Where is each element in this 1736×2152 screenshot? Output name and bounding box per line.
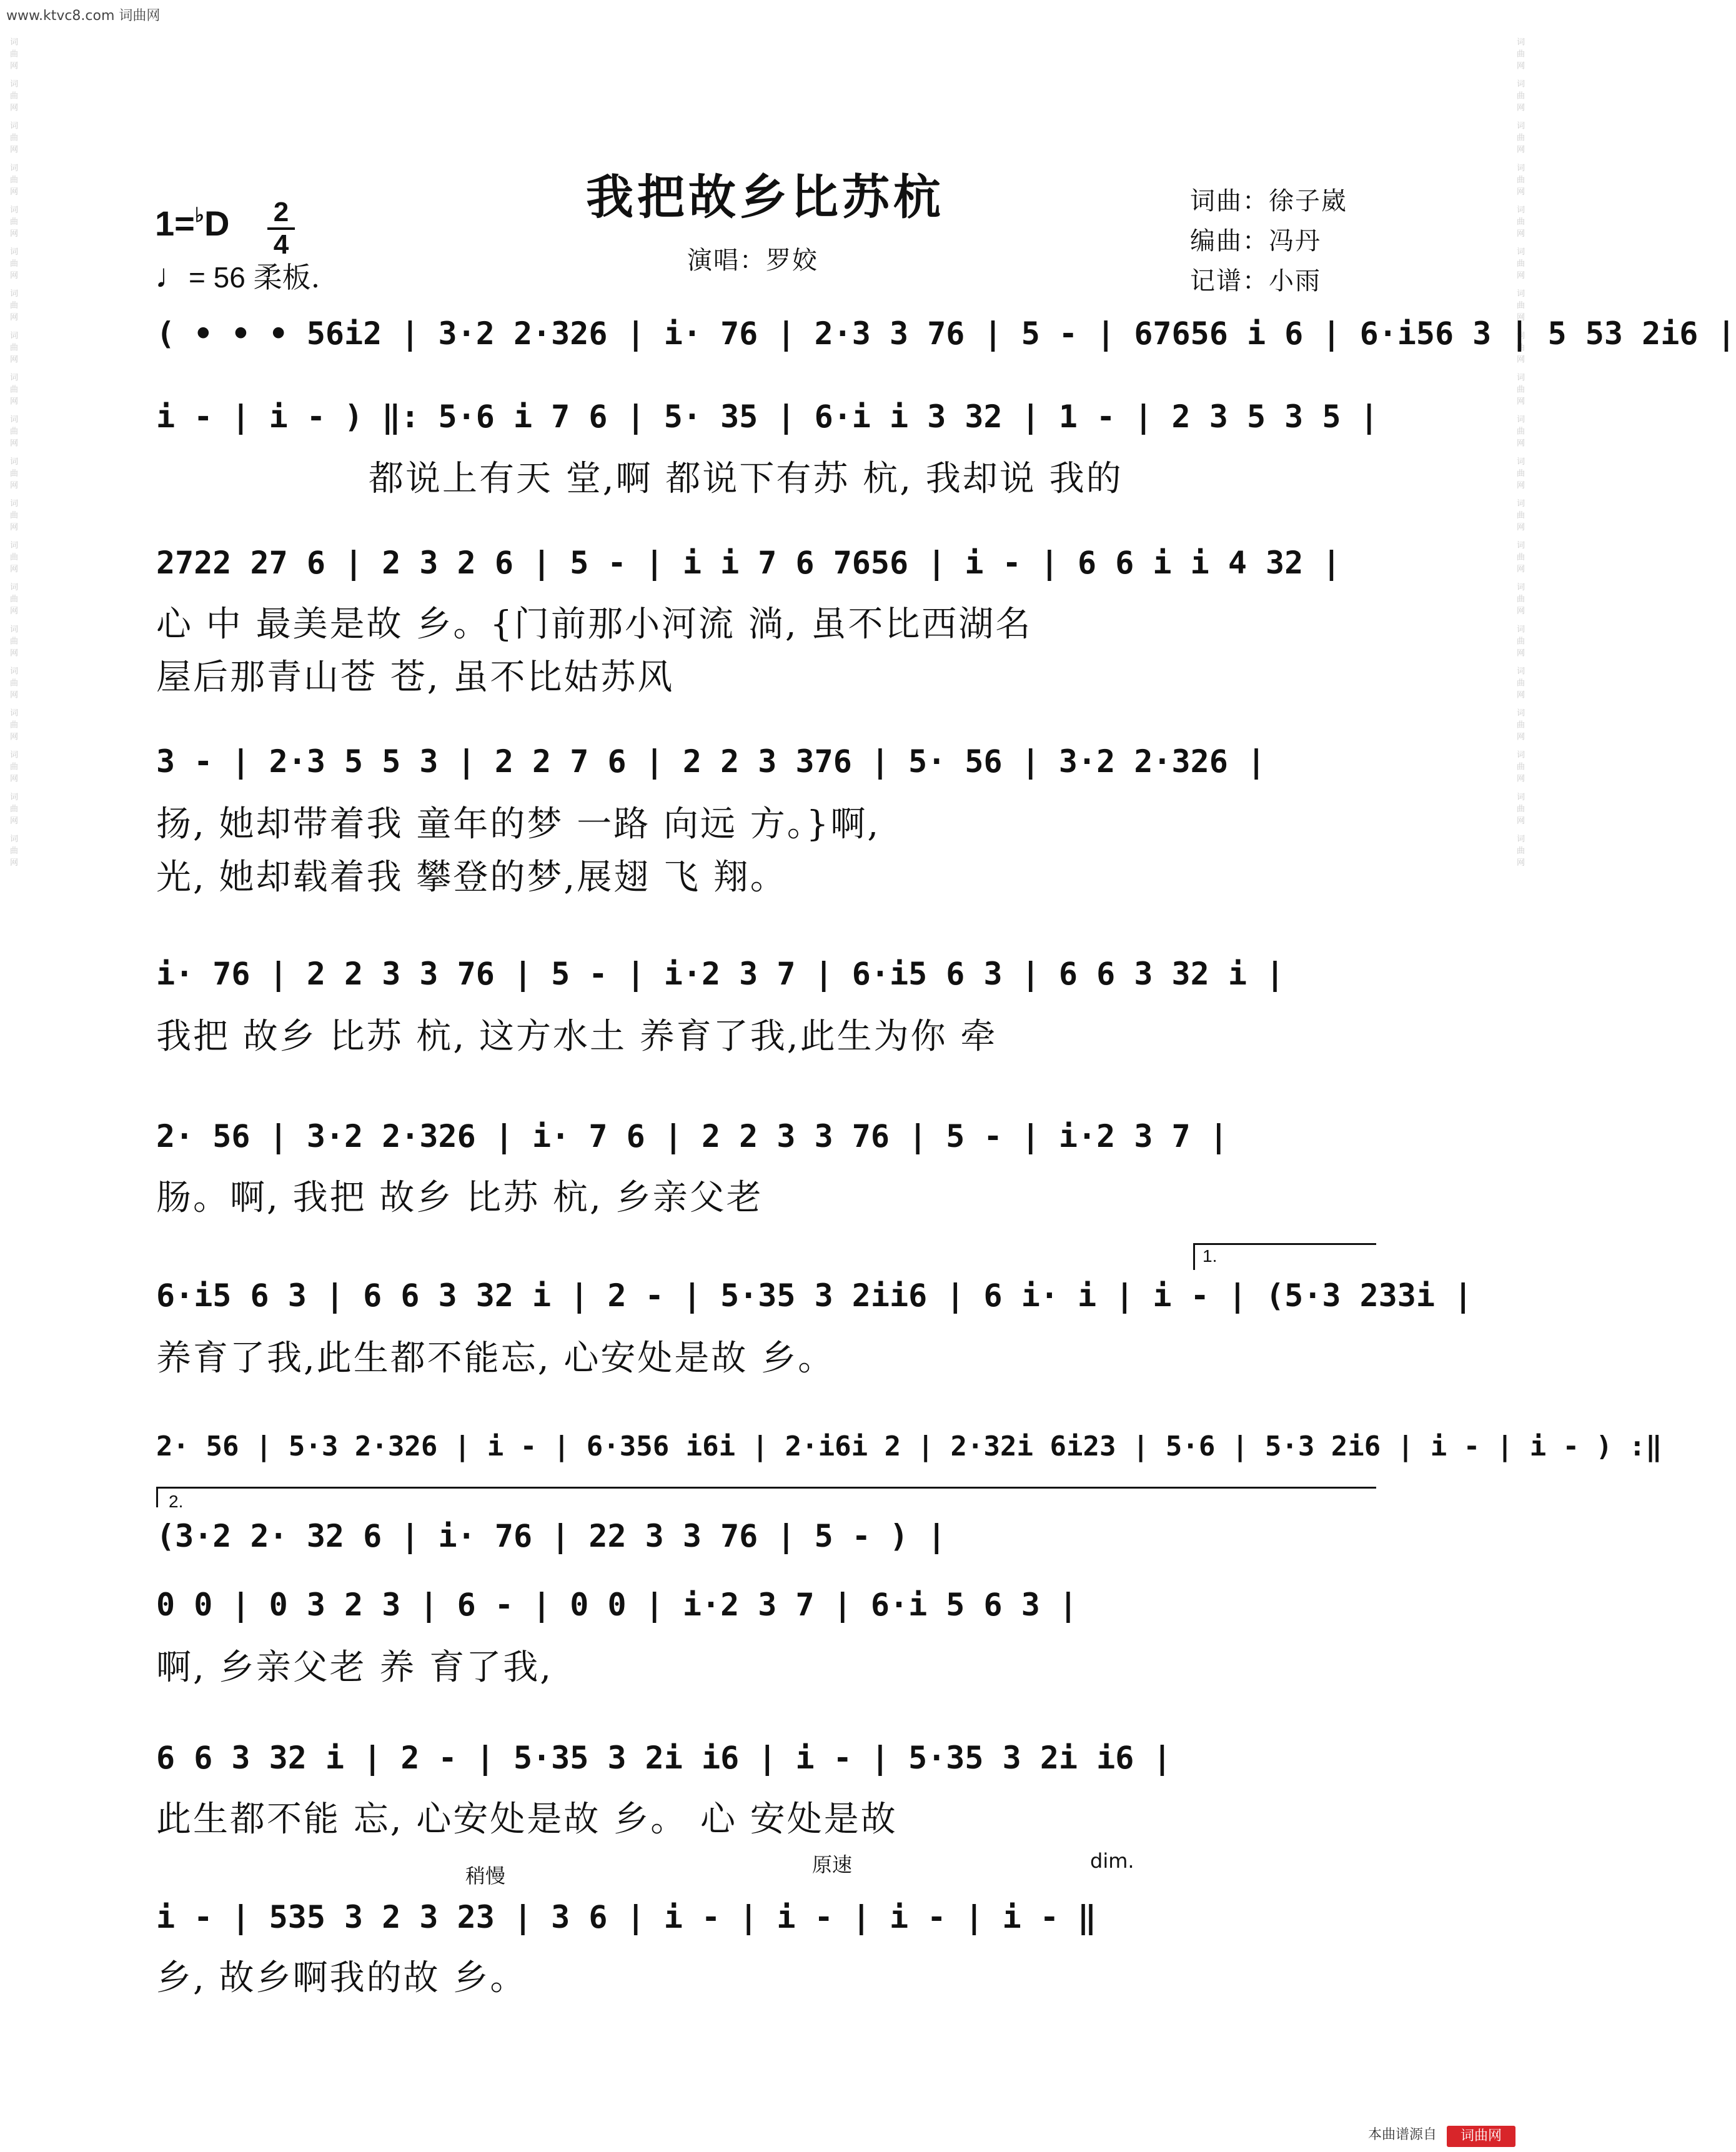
tempo-value: = 56 — [189, 261, 246, 294]
notation-row-12: i - | 535 3 2 3 23 | 3 6 | i - | i - | i - | i - ‖ — [156, 1899, 1097, 1935]
notation-row-1: ( • • • 56i2 | 3·2 2·326 | i· 76 | 2·3 3 76 | 5 - | 67656 i 6 | 6·i56 3 | 5 53 2i6 | — [156, 315, 1736, 352]
first-ending-bracket — [1193, 1243, 1376, 1270]
tempo-marking — [155, 255, 320, 296]
singer-credit: 演唱：罗姣 — [687, 246, 818, 275]
credit-notation: 记谱：小雨 — [1190, 267, 1321, 295]
slower-mark: 稍慢 — [465, 1864, 506, 1888]
key-note: D — [204, 204, 230, 243]
side-watermark-left: 词曲网 词曲网 词曲网 词曲网 词曲网 词曲网 词曲网 词曲网 词曲网 词曲网 词曲网 词曲网 词曲网 词曲网 词曲网 词曲网 词曲网 词曲网 词曲网 词曲网 — [8, 37, 17, 870]
lyric-row-3b: 屋后那青山苍 苍, 虽不比姑苏风 — [156, 657, 675, 698]
second-ending-bracket — [156, 1487, 1376, 1507]
credit-lyrics: 词曲：徐子崴 — [1190, 187, 1347, 216]
site-source-text: 本曲谱源自 — [1367, 2127, 1437, 2143]
notation-row-8: 2· 56 | 5·3 2·326 | i - | 6·356 i6i | 2·i6i 2 | 2·32i 6i23 | 5·6 | 5·3 2i6 | i - | i - ) :‖ — [156, 1431, 1662, 1462]
notation-row-7: 6·i5 6 3 | 6 6 3 32 i | 2 - | 5·35 3 2ii6 | 6 i· i | i - | (5·3 233i | — [156, 1277, 1473, 1314]
dim-mark: dim. — [1090, 1849, 1134, 1873]
lyric-row-4b: 光, 她却载着我 攀登的梦,展翅 飞 翔。 — [156, 857, 787, 898]
song-title: 我把故乡比苏杭 — [586, 169, 945, 225]
lyric-row-10: 啊, 乡亲父老 养 育了我, — [156, 1647, 553, 1688]
flat-icon: ♭ — [194, 204, 204, 226]
site-watermark-top: www.ktvc8.com 词曲网 — [6, 8, 161, 24]
notation-row-9: (3·2 2· 32 6 | i· 76 | 22 3 3 76 | 5 - ) | — [156, 1518, 946, 1554]
tempo-mark: 柔板. — [253, 260, 320, 294]
time-signature — [267, 199, 295, 259]
notation-row-5: i· 76 | 2 2 3 3 76 | 5 - | i·2 3 7 | 6·i5 6 3 | 6 6 3 32 i | — [156, 956, 1285, 992]
site-logo: 词曲网 — [1447, 2126, 1515, 2147]
lyric-row-5: 我把 故乡 比苏 杭, 这方水土 养育了我,此生为你 牵 — [156, 1016, 998, 1057]
lyric-row-6: 肠。啊, 我把 故乡 比苏 杭, 乡亲父老 — [156, 1178, 763, 1218]
credits — [1190, 181, 1347, 301]
lyric-row-4a: 扬, 她却带着我 童年的梦 一路 向远 方。}啊, — [156, 804, 881, 845]
notation-row-6: 2· 56 | 3·2 2·326 | i· 7 6 | 2 2 3 3 76 | 5 - | i·2 3 7 | — [156, 1118, 1228, 1154]
side-watermark-right: 词曲网 词曲网 词曲网 词曲网 词曲网 词曲网 词曲网 词曲网 词曲网 词曲网 词曲网 词曲网 词曲网 词曲网 词曲网 词曲网 词曲网 词曲网 词曲网 词曲网 — [1515, 37, 1524, 870]
lyric-row-7: 养育了我,此生都不能忘, 心安处是故 乡。 — [156, 1338, 835, 1379]
quarter-note-icon: ♩ — [155, 257, 189, 295]
notation-row-11: 6 6 3 32 i | 2 - | 5·35 3 2i i6 | i - | 5·35 3 2i i6 | — [156, 1740, 1172, 1776]
lyric-row-11: 此生都不能 忘, 心安处是故 乡。 心 安处是故 — [156, 1799, 898, 1840]
time-bottom: 4 — [273, 229, 289, 260]
notation-row-3: 2722 27 6 | 2 3 2 6 | 5 - | i i 7 6 7656 | i - | 6 6 i i 4 32 | — [156, 545, 1341, 581]
time-top: 2 — [273, 197, 289, 227]
key-prefix: 1= — [155, 204, 195, 243]
notation-row-4: 3 - | 2·3 5 5 3 | 2 2 7 6 | 2 2 3 376 | 5· 56 | 3·2 2·326 | — [156, 743, 1266, 780]
notation-row-10: 0 0 | 0 3 2 3 | 6 - | 0 0 | i·2 3 7 | 6·i 5 6 3 | — [156, 1587, 1078, 1623]
lyric-row-12: 乡, 故乡啊我的故 乡。 — [156, 1958, 527, 1998]
notation-row-2: i - | i - ) ‖: 5·6 i 7 6 | 5· 35 | 6·i i 3 32 | 1 - | 2 3 5 3 5 | — [156, 399, 1379, 435]
lyric-row-3a: 心 中 最美是故 乡。{门前那小河流 淌, 虽不比西湖名 — [156, 604, 1033, 645]
key-signature — [155, 203, 229, 244]
lyric-row-2: 都说上有天 堂,啊 都说下有苏 杭, 我却说 我的 — [369, 459, 1123, 499]
first-ending-label: 1. — [1203, 1246, 1218, 1266]
a-tempo-mark: 原速 — [812, 1853, 853, 1877]
second-ending-label: 2. — [169, 1492, 184, 1511]
credit-arranger: 编曲：冯丹 — [1190, 227, 1321, 255]
